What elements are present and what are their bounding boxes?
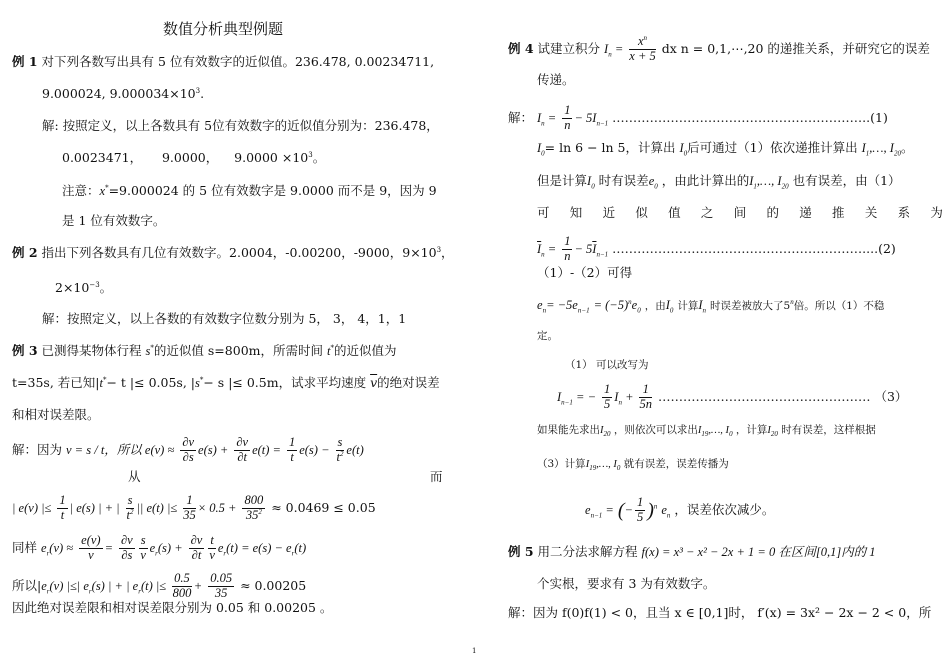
page-title: 数值分析典型例题 <box>163 20 284 38</box>
recurrence-3: $I_{n-1}$ = − $\frac{1}{5}$ $I_n$ + $\frac{1}{5n}$ …………………………………………… （3） <box>557 382 908 411</box>
example-3-question: 例 3 已测得某物体行程 s*的近似值 s=800m，所需时间 t*的近似值为 <box>12 343 397 359</box>
example-5-question: 例 5 用二分法求解方程 f(x) = x³ − x² − 2x + 1 = 0 在区间[0,1]内的 1 <box>508 544 876 559</box>
example-1-answer: 解: 按照定义，以上各数具有 5位有效数字的近似值分别为：236.478， <box>42 118 439 133</box>
backward-error-line: （3）计算$I_{19},\dots$, $I_0$ 就有误差，误差传播为 <box>537 458 729 473</box>
example-1-label: 例 1 <box>12 54 38 69</box>
initial-value-line: $I_0= \ln 6 - \ln 5$，计算出 $I_0$后可通过（1）依次递推计算出 $I_1,\dots$, $I_{20}$。 <box>537 140 914 158</box>
example-5-question-cont: 个实根，要求有 3 为有效数字。 <box>537 576 716 591</box>
error-line: 但是计算$I_0$ 时有误差$e_0$ ，由此计算出的$I_1,\dots$, $I_{20}$ 也有误差，由（1） <box>537 173 901 191</box>
example-2-question-cont: $2\times 10^{-3}$。 <box>55 280 113 296</box>
example-3-question-cont: t=35s, 若已知|t*− t |≤ 0.05s, |s*− s |≤ 0.5m，试求平均速度 $\overline{v}$的绝对误差 <box>12 375 440 391</box>
from-text: 从 <box>128 469 141 484</box>
recurrence-2: $\overline{I}_n$ = $\frac{1}{n}$ − $5\overline{I}_{n-1}$ ……………………………………………………....(2) <box>537 234 896 263</box>
unstable-text: 定。 <box>537 330 558 342</box>
example-1-note: 注意：x*=9.000024 的 5 位有效数字是 9.0000 而不是 9，因为 9 <box>62 183 437 199</box>
example-3-conclusion: 因此绝对误差限和相对误差限分别为 0.05 和 0.00205 。 <box>12 600 333 615</box>
spaced-line: 可 知 近 似 值 之 间 的 递 推 关 系 为 <box>537 205 943 220</box>
and-text: 而 <box>430 469 443 484</box>
example-5-solution: 解：因为 f(0)f(1) < 0，且当 x ∈ [0,1]时， f′(x) = 3x² − 2x − 2 < 0，所 <box>508 605 932 620</box>
example-3-solution-1: 解：因为 v = s / t，所以 e(v) ≈ $\frac{\partial v}{\partial s}$ e(s) + $\frac{\partial v}{\partial t}$ e(t) = $\frac{1}{t}$ e(s) − $\frac{s}{t^2}$ e(t) <box>12 435 364 464</box>
example-2-answer: 解：按照定义，以上各数的有效数字位数分别为 5， 3， 4，1，1 <box>42 311 407 326</box>
subtract-line: （1）-（2）可得 <box>537 265 633 280</box>
error-propagation-line: $e_n= -5e_{n-1} = (-5)^ne_0$ ，由$I_0$ 计算$I_n$ 时误差被放大了5$^n$倍。所以（1）不稳 <box>537 298 885 315</box>
example-3-solution-4: 所以$|e_r(v)$ |≤| $e_r(s)$ | + | $e_r(t)$ |≤ $\frac{0.5}{800}$ + $\frac{0.05}{35}$ ≈ 0.00205 <box>12 571 307 600</box>
example-1-question-cont: 9.000024, $9.000034\times 10^3$. <box>42 86 205 102</box>
example-1-answer-values: 0.0023471， 9.0000， $9.0000 \times 10^3$。 <box>62 150 326 166</box>
backward-compute-line: 如果能先求出$I_{20}$ ，则依次可以求出$I_{19},\dots$, $I_0$ ，计算$I_{20}$ 时有误差，这样根据 <box>537 424 876 439</box>
rewrite-text: （1） 可以改写为 <box>565 359 649 371</box>
example-4-question-cont: 传递。 <box>537 72 575 87</box>
example-3-question-end: 和相对误差限。 <box>12 407 100 422</box>
example-2-question: 例 2 指出下列各数具有几位有效数字。2.0004，-0.00200，-9000，$9\times 10^3$， <box>12 245 454 261</box>
example-3-solution-2: | e(v) |≤ $\frac{1}{t}$ | e(s) | + | $\frac{s}{t^2}$ || e(t) |≤ $\frac{1}{35}$ × 0.5 + $\frac{800}{35^2}$ ≈ 0.0469 ≤ 0.05 <box>12 493 376 522</box>
example-3-solution-3: 同样 $e_r(v)$ ≈ $\frac{e(v)}{v}$ = $\frac{\partial v}{\partial s}$ $\frac{s}{v}$ $e_r(s)$ + $\frac{\partial v}{\partial t}$ $\frac{t}{v}$ $e_r(t) = e(s) - e_r(t)$ <box>12 533 307 562</box>
example-4-question: 例 4 试建立积分 $I_n$ = $\frac{x^n}{x + 5}$ dx n = 0,1,⋯,20 的递推关系，并研究它的误差 <box>508 34 930 63</box>
example-1-note-cont: 是 1 位有效数字。 <box>62 213 166 228</box>
backward-error-formula: $e_{n-1}$ = (− $\frac{1}{5}$ )$^n$ $e_n$ ，误差依次减少。 <box>585 495 775 524</box>
page-number: 1 <box>472 647 477 655</box>
recurrence-1: 解： $I_n$ = $\frac{1}{n}$ − $5I_{n-1}$ ……………………………………………………..(1) <box>508 103 888 132</box>
example-1-question: 例 1 对下列各数写出具有 5 位有效数字的近似值。236.478, 0.00234711, <box>12 54 435 69</box>
